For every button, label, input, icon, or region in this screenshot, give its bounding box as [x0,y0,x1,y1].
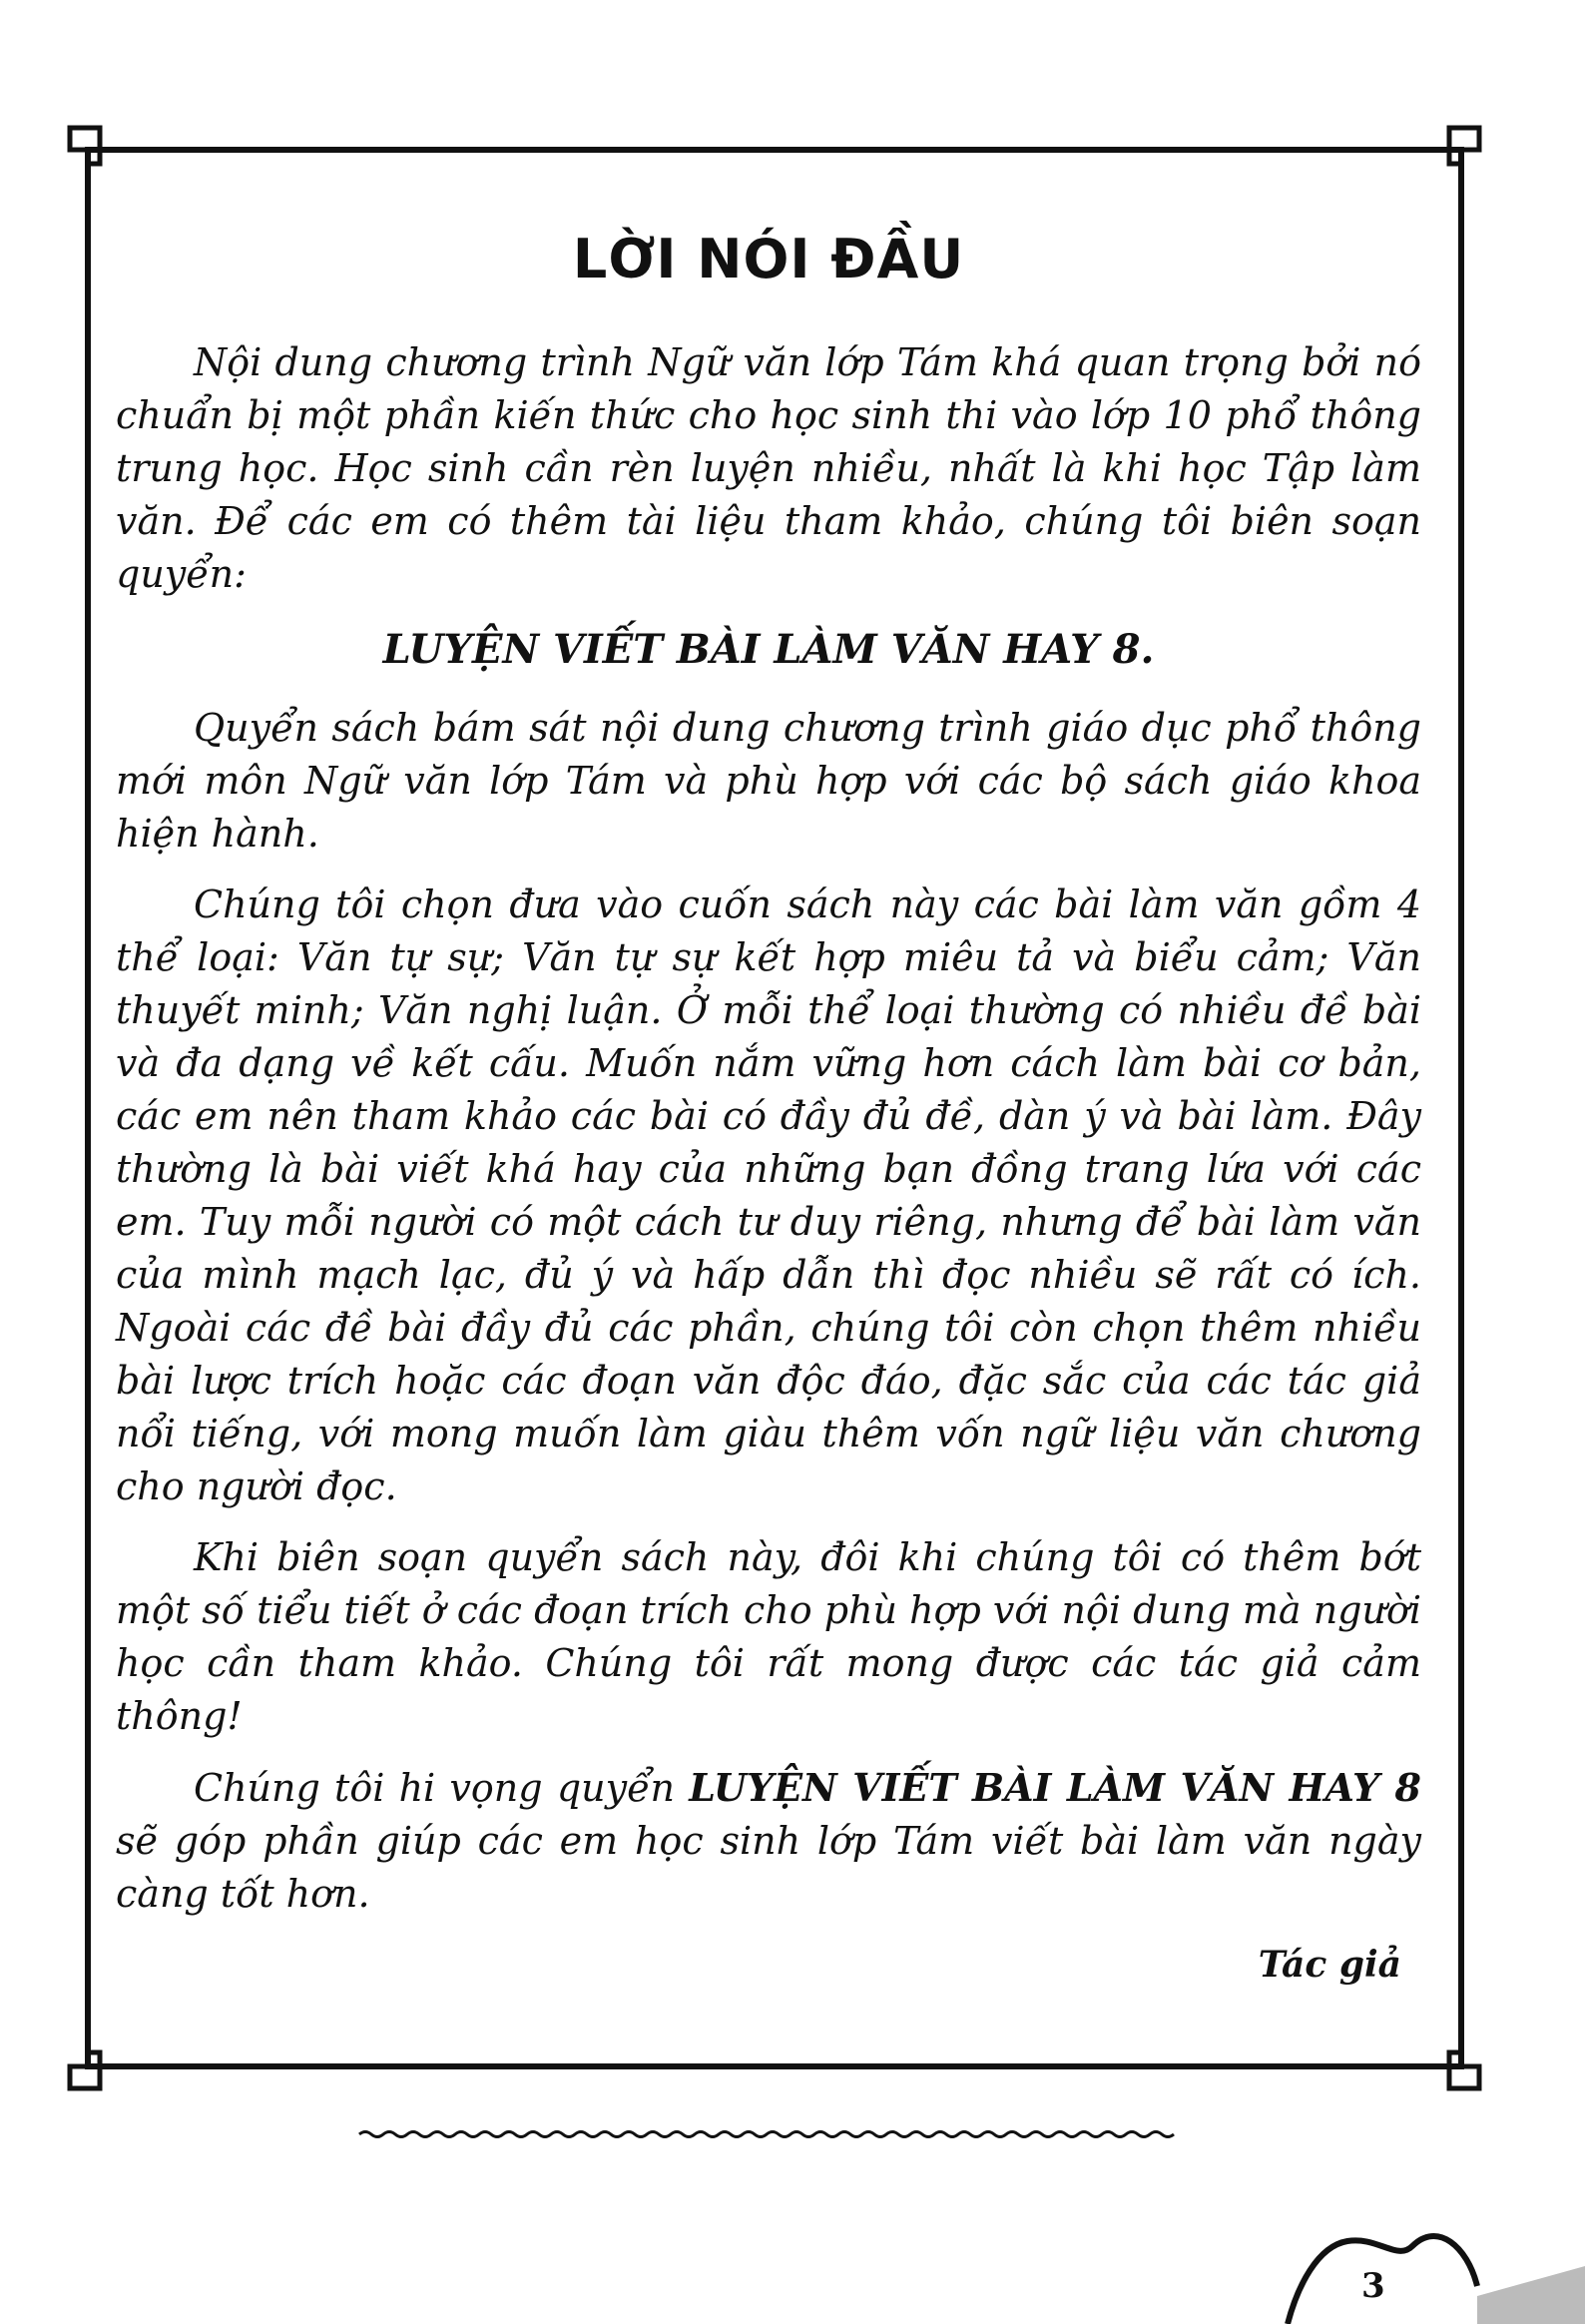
paragraph-editing: Khi biên soạn quyển sách này, đôi khi chúng tôi có thêm bớt một số tiểu tiết ở các đoạn trích cho phù hợp với nội dung mà người học cần tham khảo. Chúng tôi rất mong được các tác giả cảm thông! [116,1535,1421,1738]
page-number: 3 [1361,2266,1385,2306]
paragraph-intro: Nội dung chương trình Ngữ văn lớp Tám khá quan trọng bởi nó chuẩn bị một phần kiến thức cho học sinh thi vào lớp 10 phổ thông trung học. Học sinh cần rèn luyện nhiều, nhất là khi học Tập làm văn. Để các em có thêm tài liệu tham khảo, chúng tôi biên soạn quyển: [116,340,1421,596]
book-title: LUYỆN VIẾT BÀI LÀM VĂN HAY 8. [382,626,1155,673]
document-body [116,200,1421,2010]
paragraph-scope: Quyển sách bám sát nội dung chương trình giáo dục phổ thông mới môn Ngữ văn lớp Tám và phù hợp với các bộ sách giáo khoa hiện hành. [116,706,1421,856]
author-signature: Tác giả [1258,1944,1401,1986]
paragraph-hope [116,1761,1421,1921]
paragraph-hope-start: Chúng tôi hi vọng quyển [194,1766,690,1810]
wavy-divider [359,2132,1174,2137]
paragraph-hope-end: sẽ góp phần giúp các em học sinh lớp Tám viết bài làm văn ngày càng tốt hơn. [116,1819,1421,1916]
paragraph-hope-book-title: LUYỆN VIẾT BÀI LÀM VĂN HAY 8 [689,1765,1421,1810]
paragraph-genres: Chúng tôi chọn đưa vào cuốn sách này các bài làm văn gồm 4 thể loại: Văn tự sự; Văn tự sự kết hợp miêu tả và biểu cảm; Văn thuyết minh; Văn nghị luận. Ở mỗi thể loại thường có nhiều đề bài và đa dạng về kết cấu. Muốn nắm vững hơn cách làm bài cơ bản, các em nên tham khảo các bài có đầy đủ đề, dàn ý và bài làm. Đây thường là bài viết khá hay của những bạn đồng trang lứa với các em. Tuy mỗi người có một cách tư duy riêng, nhưng để bài làm văn của mình mạch lạc, đủ ý và hấp dẫn thì đọc nhiều sẽ rất có ích. Ngoài các đề bài đầy đủ các phần, chúng tôi còn chọn thêm nhiều bài lược trích hoặc các đoạn văn độc đáo, đặc sắc của các tác giả nổi tiếng, với mong muốn làm giàu thêm vốn ngữ liệu văn chương cho người đọc. [116,882,1421,1508]
page-title: LỜI NÓI ĐẦU [572,228,965,290]
page-corner-shadow [1477,2266,1585,2324]
